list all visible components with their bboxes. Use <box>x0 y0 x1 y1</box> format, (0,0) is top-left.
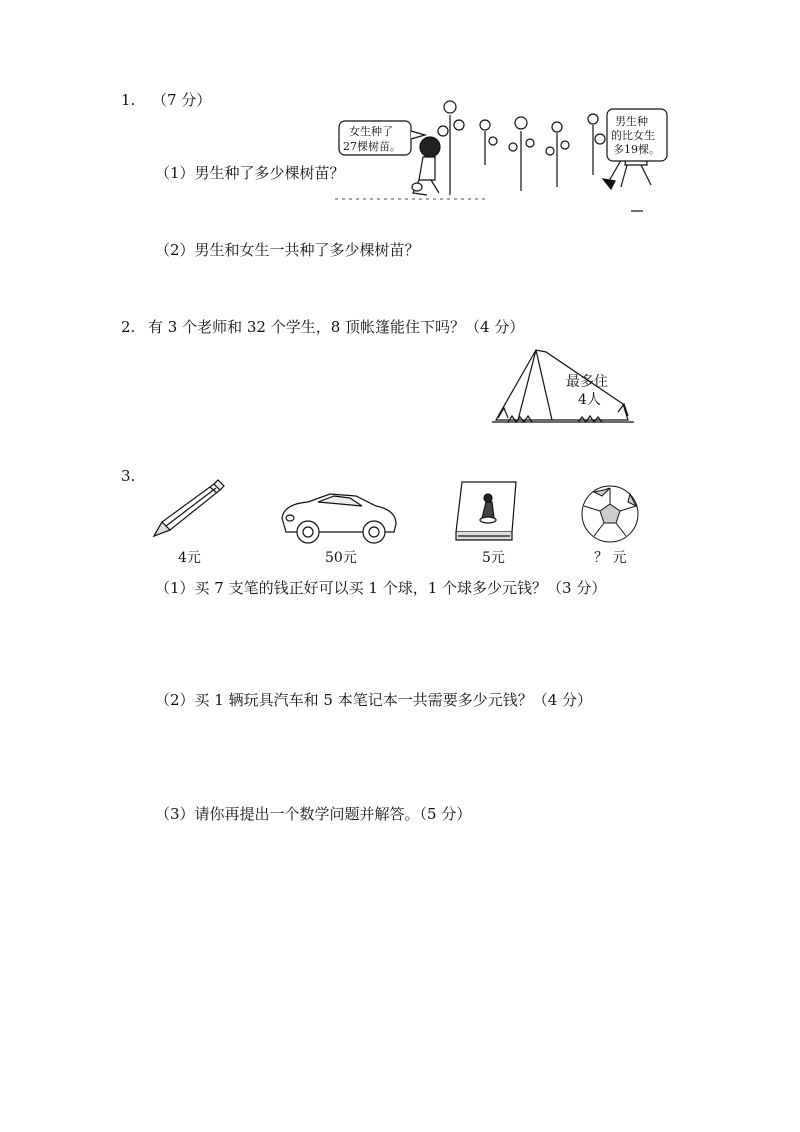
tent-drawing <box>488 342 638 430</box>
notebook-icon <box>452 478 522 544</box>
notebook-price: 5元 <box>482 550 505 566</box>
trees <box>438 101 605 195</box>
q1-sub1: （1）男生种了多少棵树苗？ <box>155 164 345 182</box>
girl-bubble-line2: 27棵树苗。 <box>343 140 401 153</box>
q3-sub1: （1）买 7 支笔的钱正好可以买 1 个球，1 个球多少元钱？（3 分） <box>155 579 607 597</box>
tent-illustration <box>488 342 638 430</box>
toy-car-price: 50元 <box>325 550 357 566</box>
tree-planting-illustration <box>335 95 675 215</box>
q1-sub2: （2）男生和女生一共种了多少棵树苗？ <box>155 241 420 259</box>
tent-label-line2: 4人 <box>578 392 601 408</box>
boy-bubble-line2: 的比女生 <box>611 129 655 142</box>
ball-icon <box>580 484 640 544</box>
q2-text: 有 3 个老师和 32 个学生，8 顶帐篷能住下吗？（4 分） <box>148 318 525 336</box>
pencil-icon <box>150 478 226 540</box>
ball-price: ？ 元 <box>594 550 627 566</box>
tent-label-line1: 最多住 <box>566 374 608 390</box>
q3-sub2: （2）买 1 辆玩具汽车和 5 本笔记本一共需要多少元钱？（4 分） <box>155 691 593 709</box>
q1-score: （7 分） <box>152 91 212 109</box>
toy-car-icon <box>278 490 400 546</box>
boy-bubble-line1: 男生种 <box>615 115 648 128</box>
q3-sub3: （3）请你再提出一个数学问题并解答。（5 分） <box>155 805 472 823</box>
pencil-price: 4元 <box>178 550 201 566</box>
q2-number: 2. <box>121 318 136 336</box>
q3-number: 3. <box>121 467 136 485</box>
girl-bubble-line1: 女生种了 <box>349 125 393 138</box>
boy-bubble-line3: 多19棵。 <box>613 143 660 156</box>
tree-planting-drawing <box>335 95 675 215</box>
girl-figure <box>412 137 440 195</box>
q1-number: 1. <box>121 91 136 109</box>
